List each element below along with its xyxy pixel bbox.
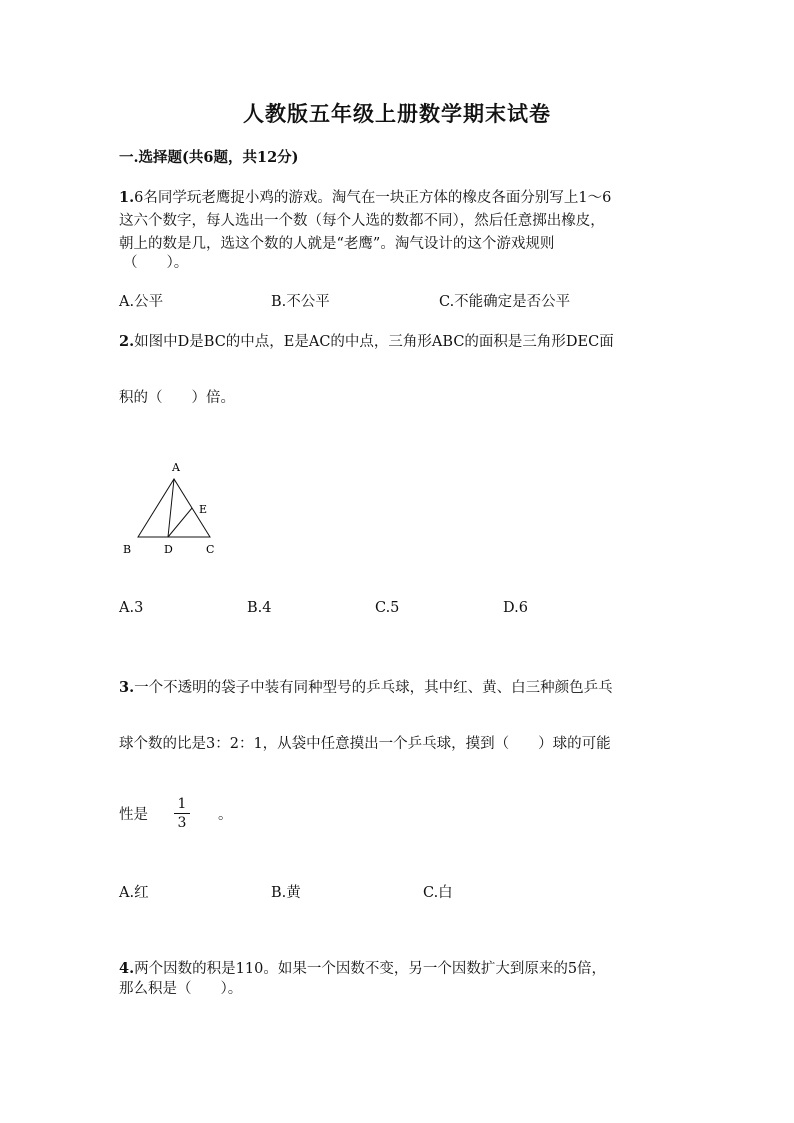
question-1-number: 1. [119, 189, 135, 206]
question-4-number: 4. [119, 960, 135, 977]
segment-de [168, 508, 192, 537]
question-1-option-a: A.公平 [119, 294, 164, 310]
question-3-option-a: A.红 [119, 885, 149, 901]
question-1-line-1: 1.6名同学玩老鹰捉小鸡的游戏。淘气在一块正方体的橡皮各面分别写上1～6 [119, 189, 612, 206]
label-d: D [164, 543, 173, 556]
section-heading: 一.选择题(共6题，共12分) [119, 149, 299, 166]
question-3-option-c: C.白 [423, 885, 453, 901]
question-3-option-b: B.黄 [271, 885, 301, 901]
question-1-option-b: B.不公平 [271, 294, 330, 310]
question-1-option-c: C.不能确定是否公平 [439, 294, 571, 310]
question-2-line-1: 2.如图中D是BC的中点，E是AC的中点，三角形ABC的面积是三角形DEC面 [119, 333, 614, 350]
label-b: B [123, 543, 132, 556]
question-2-option-b: B.4 [247, 600, 272, 616]
question-2-line-2: 积的（ ）倍。 [119, 390, 235, 406]
triangle-figure [115, 456, 225, 561]
question-3-line-2: 球个数的比是3：2：1，从袋中任意摸出一个乒乓球，摸到（ ）球的可能 [119, 736, 611, 752]
label-c: C [206, 543, 215, 556]
question-2-number: 2. [119, 333, 135, 350]
question-3-line-1: 3.一个不透明的袋子中装有同种型号的乒乓球，其中红、黄、白三种颜色乒乓 [119, 679, 613, 696]
question-4-line-1: 4.两个因数的积是110。如果一个因数不变，另一个因数扩大到原来的5倍， [119, 960, 607, 977]
fraction-numerator: 1 [177, 796, 187, 812]
fraction-bar [174, 813, 190, 814]
question-2-option-d: D.6 [503, 600, 528, 616]
question-1-line-3: 朝上的数是几，选这个数的人就是“老鹰”。淘气设计的这个游戏规则 [119, 236, 555, 252]
question-2-option-c: C.5 [375, 600, 400, 616]
question-3-number: 3. [119, 679, 135, 696]
fraction-one-third [174, 796, 190, 831]
question-1-line-2: 这六个数字，每人选出一个数（每个人选的数都不同），然后任意掷出橡皮， [119, 213, 605, 229]
page-title: 人教版五年级上册数学期末试卷 [243, 101, 551, 126]
question-1-line-4: （ ）。 [123, 255, 189, 271]
label-e: E [199, 503, 208, 516]
question-3-line-3: 性是 [119, 807, 148, 823]
label-a: A [172, 461, 180, 474]
question-3-period: 。 [218, 807, 233, 823]
fraction-denominator: 3 [177, 815, 187, 831]
question-4-line-2: 那么积是（ ）。 [119, 981, 243, 997]
question-2-option-a: A.3 [119, 600, 144, 616]
